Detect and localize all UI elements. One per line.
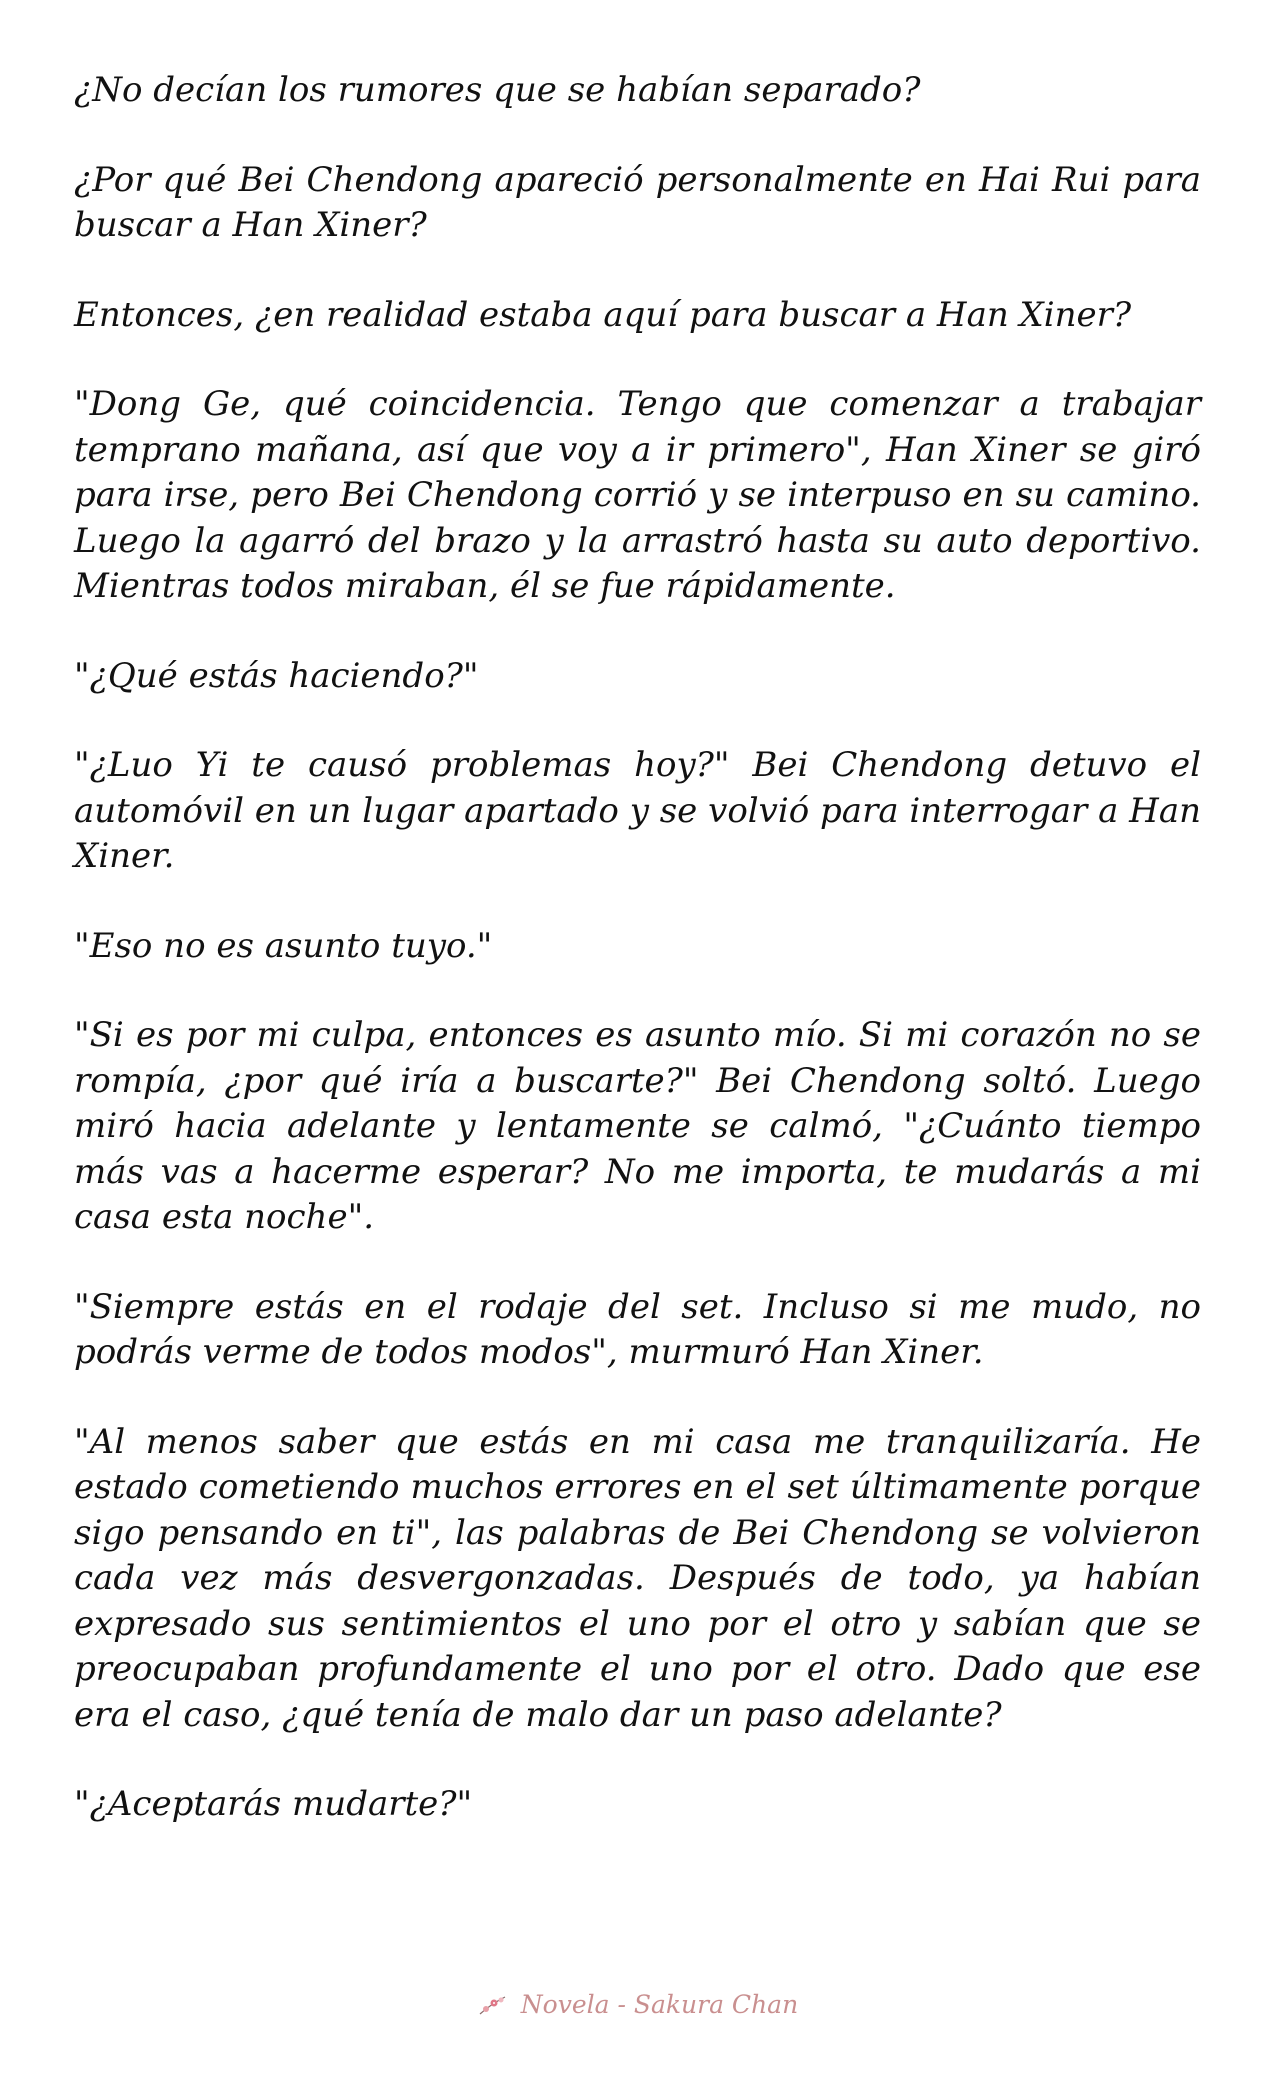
paragraph: "¿Qué estás haciendo?" [74,655,479,696]
watermark [0,1990,1275,2020]
paragraph: Entonces, ¿en realidad estaba aquí para buscar a Han Xiner? [74,294,1132,335]
paragraph: "Dong Ge, qué coincidencia. Tengo que comenzar a trabajar temprano mañana, así que voy a ir primero", Han Xiner se giró para irse, pero Bei Chendong corrió y se interpuso en su camino. Luego la agarró del brazo y la arrastró hasta su auto deportivo. Mientras todos miraban, él se fue rápidamente. [74,384,1201,606]
watermark-text: Novela - Sakura Chan [520,1990,799,2019]
paragraph: ¿Por qué Bei Chendong apareció personalmente en Hai Rui para buscar a Han Xiner? [74,159,1201,245]
sakura-flower-icon [477,1994,507,2020]
paragraph: "Siempre estás en el rodaje del set. Incluso si me mudo, no podrás verme de todos modos", murmuró Han Xiner. [74,1286,1201,1372]
paragraph: "¿Aceptarás mudarte?" [74,1784,473,1824]
paragraph: ¿No decían los rumores que se habían separado? [74,70,921,110]
paragraph: "Si es por mi culpa, entonces es asunto mío. Si mi corazón no se rompía, ¿por qué iría a buscarte?" Bei Chendong soltó. Luego miró hacia adelante y lentamente se calmó, "¿Cuánto tiempo más vas a hacerme esperar? No me importa, te mudarás a mi casa esta noche". [74,1015,1201,1237]
document-body [74,68,1201,1872]
paragraph: "Eso no es asunto tuyo." [74,925,493,966]
paragraph: "¿Luo Yi te causó problemas hoy?" Bei Chendong detuvo el automóvil en un lugar apartado y se volvió para interrogar a Han Xiner. [74,745,1201,876]
paragraph: "Al menos saber que estás en mi casa me tranquilizaría. He estado cometiendo muchos errores en el set últimamente porque sigo pensando en ti", las palabras de Bei Chendong se volvieron cada vez más desvergonzadas. Después de todo, ya habían expresado sus sentimientos el uno por el otro y sabían que se preocupaban profundamente el uno por el otro. Dado que ese era el caso, ¿qué tenía de malo dar un paso adelante? [74,1421,1201,1735]
